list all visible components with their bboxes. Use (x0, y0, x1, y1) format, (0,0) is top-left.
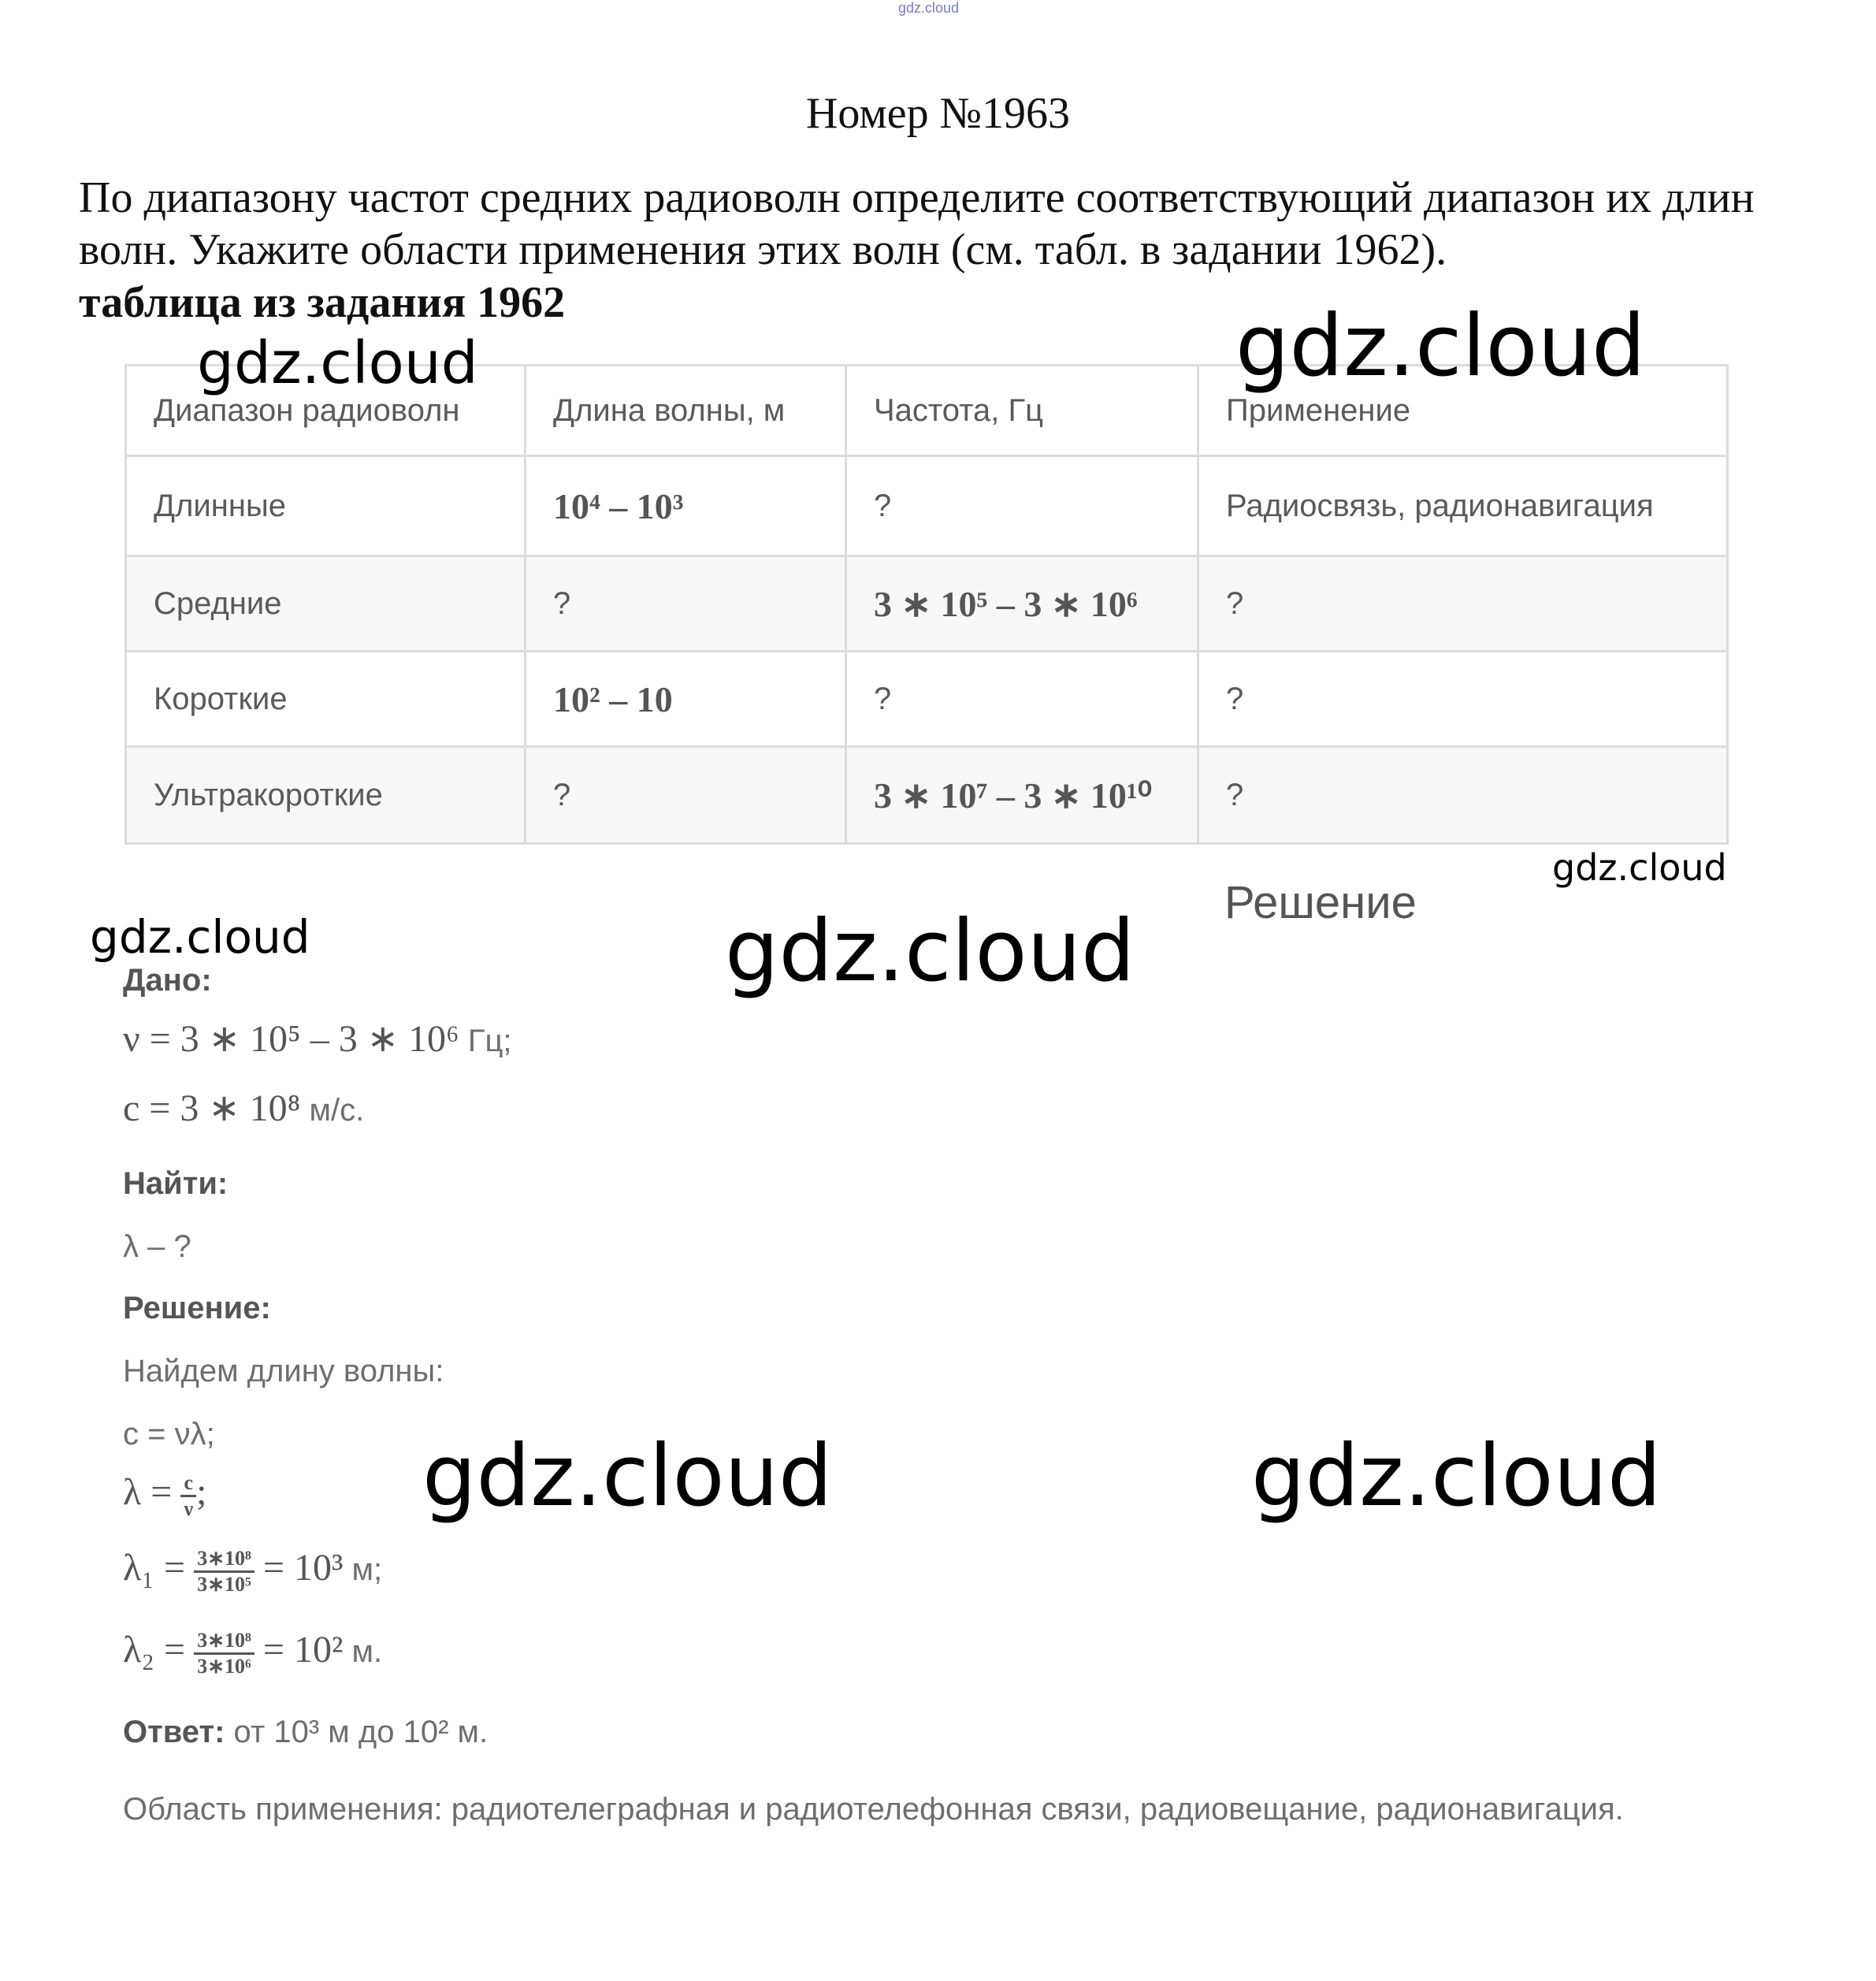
table-cell: ? (1198, 747, 1728, 844)
formula-c: c = νλ; (123, 1417, 215, 1451)
given-frequency: ν = 3 ∗ 10⁵ – 3 ∗ 10⁶ Гц; (123, 1018, 512, 1060)
task-text: По диапазону частот средних радиоволн определите соответствующий диапазон их длин волн. Укажите области применения этих волн (см. табл. в задании 1962). (79, 173, 1755, 274)
answer: Ответ: от 10³ м до 10² м. (123, 1715, 489, 1749)
watermark: gdz.cloud (1552, 846, 1727, 889)
formula-lambda-1: λ₁ = $\frac{\text{3∗10⁸}}{\text{3∗10⁵}}$ = 10³ м; (123, 1546, 383, 1596)
table-cell: ? (846, 456, 1198, 556)
table-cell: Длинные (126, 456, 526, 556)
table-cell: ? (1198, 652, 1728, 747)
table-header-cell: Диапазон радиоволн (126, 366, 526, 456)
table-row (126, 747, 1728, 844)
watermark: gdz.cloud (422, 1427, 833, 1526)
watermark: gdz.cloud (1251, 1427, 1662, 1526)
table-row (126, 456, 1728, 556)
page-title: Номер №1963 (805, 89, 1071, 138)
table-cell: ? (526, 556, 846, 652)
table-header-cell: Применение (1198, 366, 1728, 456)
fraction: $\frac{\text{3∗10⁸}}{\text{3∗10⁵}}$ (194, 1547, 254, 1596)
watermark: gdz.cloud (197, 329, 478, 397)
given-light-speed: c = 3 ∗ 10⁸ м/с. (123, 1087, 365, 1129)
table-cell: ? (846, 652, 1198, 747)
task-subtitle: таблица из задания 1962 (79, 278, 566, 327)
table-cell: Средние (126, 556, 526, 652)
table-row (126, 652, 1728, 747)
table-cell: ? (1198, 556, 1728, 652)
solution-heading: Решение (1224, 877, 1417, 928)
table-header-cell: Длина волны, м (526, 366, 846, 456)
table-cell: 10⁴ – 10³ (526, 456, 846, 556)
table-cell: Короткие (126, 652, 526, 747)
watermark: gdz.cloud (1235, 297, 1646, 396)
table-header-cell: Частота, Гц (846, 366, 1198, 456)
solution-intro: Найдем длину волны: (123, 1354, 444, 1388)
given-label: Дано: (123, 963, 212, 998)
table-cell: 3 ∗ 10⁵ – 3 ∗ 10⁶ (846, 556, 1198, 652)
table-cell: Ультракороткие (126, 747, 526, 844)
solution-label: Решение: (123, 1291, 271, 1325)
radio-waves-table (124, 364, 1729, 845)
top-watermark: gdz.cloud (898, 0, 960, 16)
fraction: $\frac{\text{3∗10⁸}}{\text{3∗10⁶}}$ (194, 1629, 254, 1678)
find-label: Найти: (123, 1166, 228, 1201)
find-value: λ – ? (123, 1229, 191, 1264)
application-text: Область применения: радиотелеграфная и радиотелефонная связи, радиовещание, радионавигация. (123, 1792, 1624, 1827)
formula-lambda: λ = $\frac{c}{\nu}$ ; (123, 1470, 207, 1520)
table-cell: 3 ∗ 10⁷ – 3 ∗ 10¹⁰ (846, 747, 1198, 844)
table-cell: 10² – 10 (526, 652, 846, 747)
watermark: gdz.cloud (725, 902, 1135, 1001)
table-cell: ? (526, 747, 846, 844)
formula-lambda-2: λ₂ = $\frac{\text{3∗10⁸}}{\text{3∗10⁶}}$ = 10² м. (123, 1628, 383, 1678)
watermark: gdz.cloud (90, 910, 310, 964)
table-row (126, 556, 1728, 652)
table-cell: Радиосвязь, радионавигация (1198, 456, 1728, 556)
fraction: $\frac{c}{\nu}$ (180, 1471, 196, 1521)
